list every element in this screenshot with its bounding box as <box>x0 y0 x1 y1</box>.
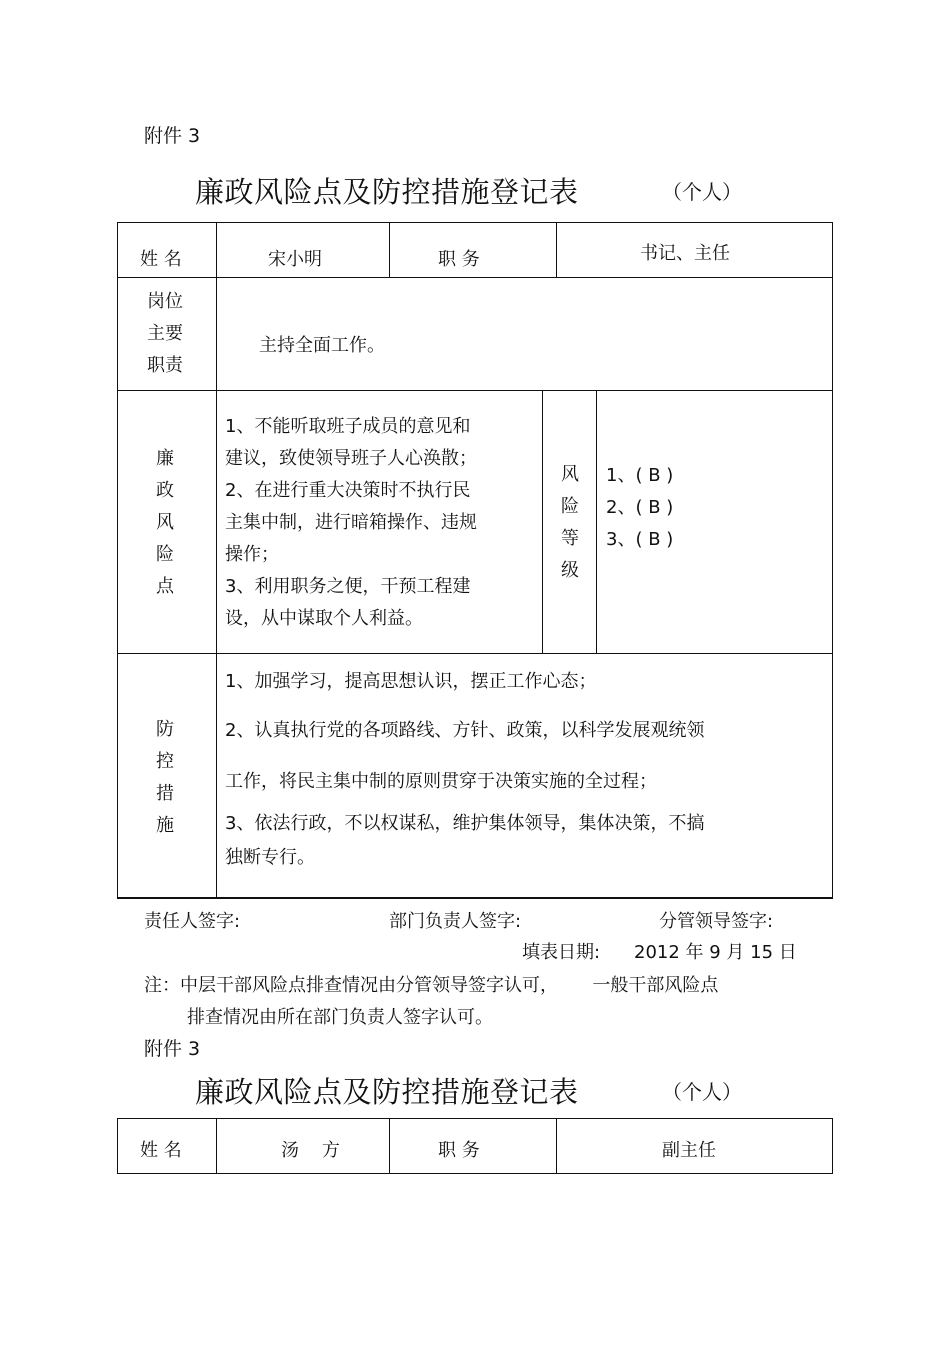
risk-item-line: 设，从中谋取个人利益。 <box>225 608 423 629</box>
measure-label: 防 控 措 施 <box>156 719 174 836</box>
note-line-1: 注：中层干部风险点排查情况由分管领导签字认可， 一般干部风险点 <box>144 975 719 996</box>
position-label: 职 务 <box>438 249 480 270</box>
sign-department: 部门负责人签字: <box>389 911 522 932</box>
risk-level-item: 2、( B ) <box>606 497 674 518</box>
date-value: 2012 年 9 月 15 日 <box>634 942 797 963</box>
date-label: 填表日期: <box>522 942 601 963</box>
sign-responsible: 责任人签字: <box>144 911 241 932</box>
risk-item-line: 建议，致使领导班子人心涣散； <box>225 448 477 469</box>
measure-item: 独断专行。 <box>225 847 315 868</box>
attachment-label-2: 附件 3 <box>144 1038 201 1060</box>
measure-item: 工作，将民主集中制的原则贯穿于决策实施的全过程； <box>225 771 657 792</box>
name-label: 姓 名 <box>140 249 182 270</box>
risk-item-line: 主集中制，进行暗箱操作、违规 <box>225 512 477 533</box>
sign-leader: 分管领导签字: <box>659 911 774 932</box>
position-value: 书记、主任 <box>640 243 730 264</box>
form-subtitle: （个人） <box>662 180 742 204</box>
form-title-2: 廉政风险点及防控措施登记表 <box>195 1075 579 1109</box>
name-value: 宋小明 <box>268 249 322 270</box>
risk-items <box>225 411 477 635</box>
measure-item: 1、加强学习，提高思想认识，摆正工作心态； <box>225 671 597 692</box>
risk-level-label: 风 险 等 级 <box>561 464 579 581</box>
measure-item: 3、依法行政，不以权谋私，维护集体领导，集体决策，不搞 <box>225 813 705 834</box>
risk-label: 廉 政 风 险 点 <box>156 448 174 597</box>
duty-value: 主持全面工作。 <box>259 335 385 356</box>
name-label-2: 姓 名 <box>140 1140 182 1161</box>
risk-levels <box>606 460 673 556</box>
measure-item: 2、认真执行党的各项路线、方针、政策，以科学发展观统领 <box>225 720 705 741</box>
risk-level-item: 3、( B ) <box>606 529 674 550</box>
duty-label: 岗位 主要 职责 <box>147 291 183 376</box>
name-value-2: 汤 方 <box>281 1140 340 1161</box>
form-title: 廉政风险点及防控措施登记表 <box>195 175 579 209</box>
position-value-2: 副主任 <box>662 1140 716 1161</box>
risk-item-line: 2、在进行重大决策时不执行民 <box>225 480 471 501</box>
risk-level-item: 1、( B ) <box>606 465 674 486</box>
risk-item-line: 3、利用职务之便，干预工程建 <box>225 576 471 597</box>
risk-item-line: 操作； <box>225 544 279 565</box>
risk-item-line: 1、不能听取班子成员的意见和 <box>225 416 471 437</box>
attachment-label: 附件 3 <box>144 125 201 147</box>
note-line-2: 排查情况由所在部门负责人签字认可。 <box>187 1007 493 1028</box>
form-subtitle-2: （个人） <box>662 1080 742 1104</box>
position-label-2: 职 务 <box>438 1140 480 1161</box>
